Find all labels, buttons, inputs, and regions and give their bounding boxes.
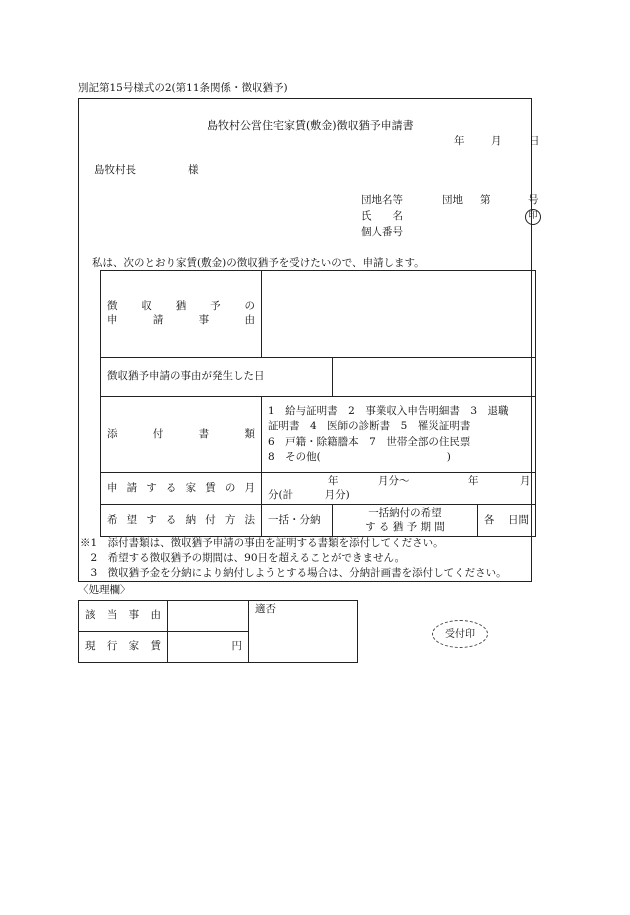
approval-cell[interactable]: 適否	[249, 601, 358, 663]
seal-mark: 印	[525, 209, 541, 225]
attach-list[interactable]: 1 給与証明書 2 事業収入申告明細書 3 退職 証明書 4 医師の診断書 5 罹災証明書 6 戸籍・除籍謄本 7 世帯全部の住民票 8 その他( )	[262, 397, 536, 473]
attach-label: 添 付 書 類	[101, 397, 262, 473]
id-label: 個人番号	[361, 226, 403, 238]
reason-field[interactable]	[262, 271, 536, 358]
intro-text: 私は、次のとおり家賃(敷金)の徴収猶予を受けたいので、申請します。	[92, 257, 425, 269]
row1-field[interactable]	[168, 601, 249, 632]
estate-unit: 団地	[442, 194, 463, 206]
pay-method-value[interactable]: 一括・分納	[262, 505, 333, 537]
name-label: 氏 名	[361, 210, 403, 222]
estate-label: 団地名等	[361, 194, 403, 206]
rent-month-field[interactable]: 年 月分～ 年 月 分(計 月分)	[262, 473, 536, 505]
number-suffix: 号	[528, 194, 539, 206]
processing-heading: 〈処理欄〉	[78, 584, 131, 596]
pay-method-label: 希 望 す る 納 付 方 法	[101, 505, 262, 537]
note-2: 2 希望する徴収猶予の期間は、90日を超えることができません。	[80, 552, 406, 564]
application-table	[100, 270, 536, 537]
date-day: 日	[529, 135, 540, 147]
reason-label: 徴 収 猶 予 の 申 請 事 由	[101, 271, 262, 358]
row1-label: 該 当 事 由	[79, 601, 168, 632]
occurred-label: 徴収猶予申請の事由が発生した日	[101, 358, 333, 397]
note-3: 3 徴収猶予金を分納により納付しようとする場合は、分納計画書を添付してください。	[80, 567, 507, 579]
note-1: ※1 添付書類は、徴収猶予申請の事由を証明する書類を添付してください。	[80, 537, 444, 549]
date-year: 年	[454, 135, 465, 147]
addressee-honorific: 様	[188, 164, 199, 176]
row2-field[interactable]: 円	[168, 632, 249, 663]
lump-period-field[interactable]: 各 日間	[477, 505, 535, 537]
row2-label: 現 行 家 賃	[79, 632, 168, 663]
number-prefix: 第	[480, 194, 491, 206]
lump-period-label: 一括納付の希望 す る 猶 予 期 間	[333, 505, 478, 537]
form-title: 島牧村公営住宅家賃(敷金)徴収猶予申請書	[207, 119, 414, 132]
occurred-field[interactable]	[333, 358, 536, 397]
rent-month-label: 申 請 す る 家 賃 の 月	[101, 473, 262, 505]
processing-table	[78, 600, 358, 663]
date-month: 月	[491, 135, 502, 147]
addressee-name: 島牧村長	[94, 164, 136, 176]
receipt-stamp: 受付印	[432, 620, 488, 648]
form-id: 別記第15号様式の2(第11条関係・徴収猶予)	[78, 82, 288, 94]
